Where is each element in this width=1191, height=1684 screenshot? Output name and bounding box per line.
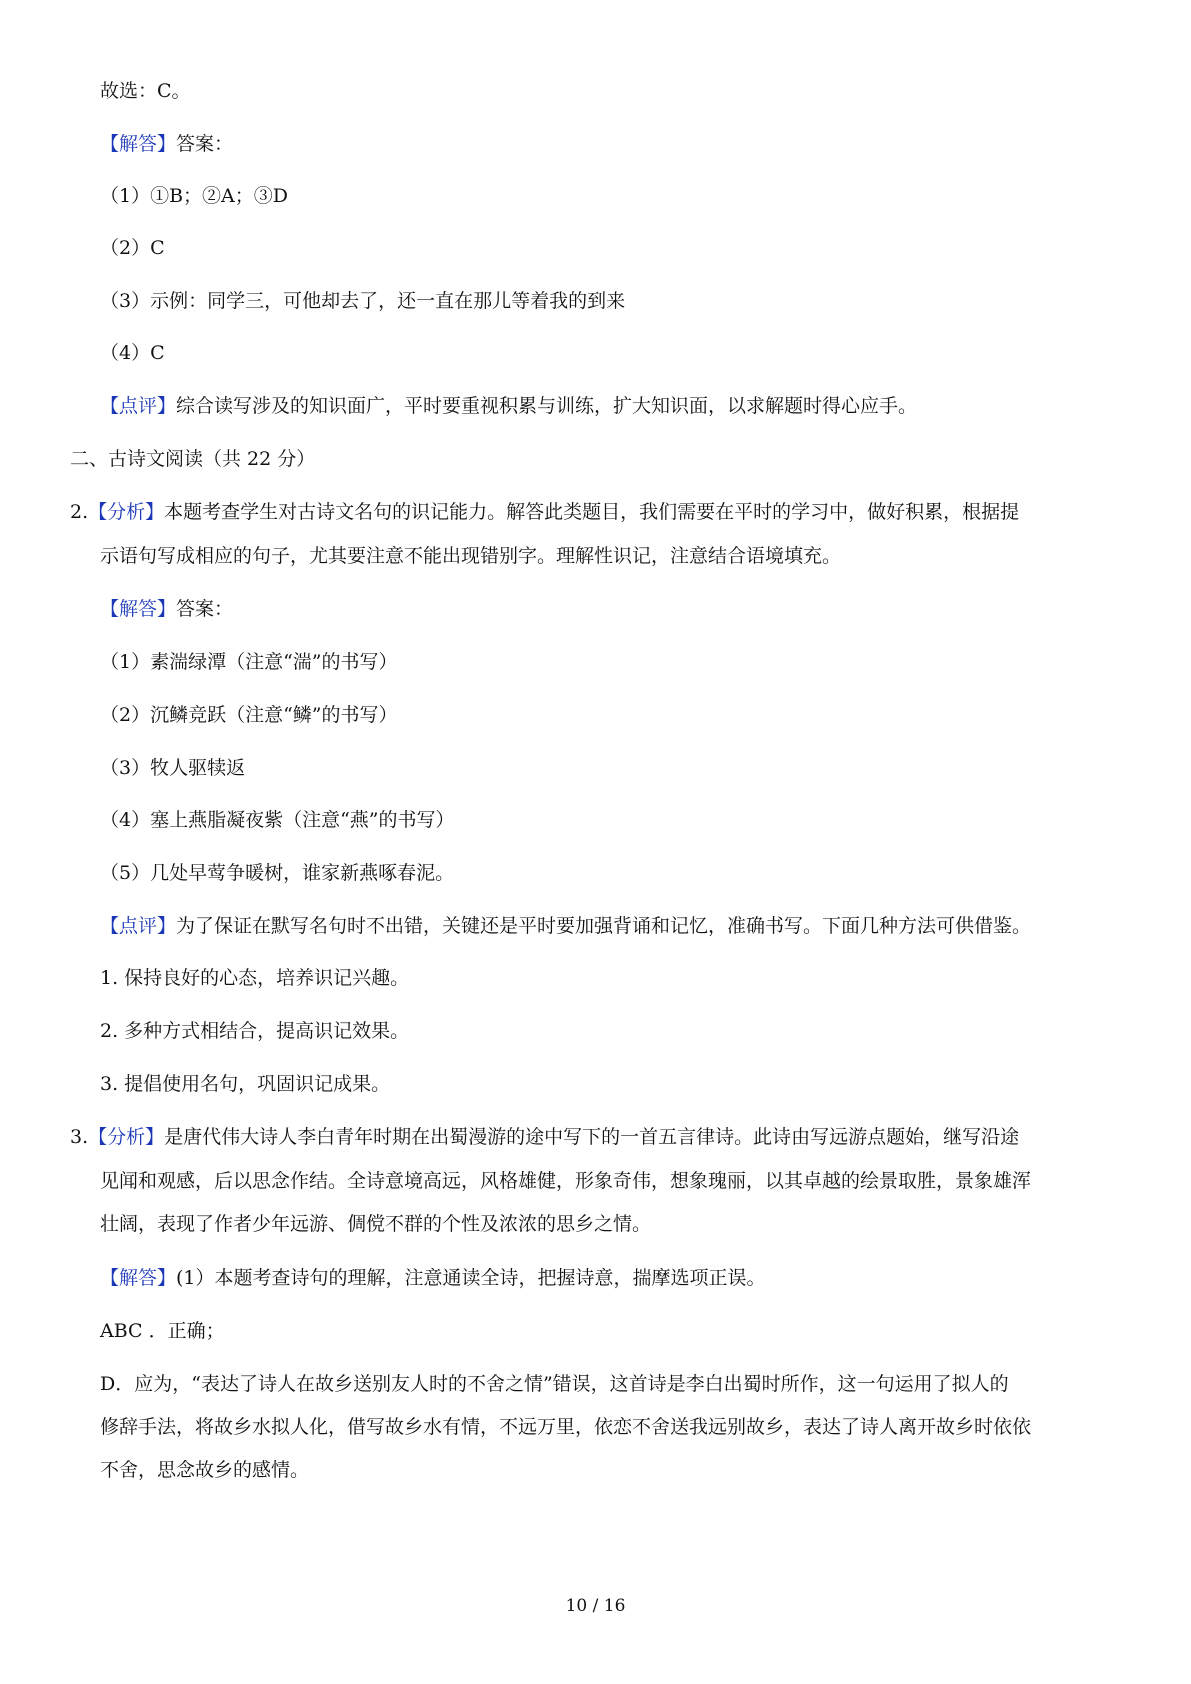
text: 为了保证在默写名句时不出错，关键还是平时要加强背诵和记忆，准确书写。下面几种方法可供借鉴。 <box>176 915 1032 937</box>
text-line <box>100 1413 1031 1441</box>
text: 1. 保持良好的心态，培养识记兴趣。 <box>100 967 410 989</box>
text: （2）沉鳞竞跃（注意“鳞”的书写） <box>100 704 398 726</box>
text-line <box>100 1370 1009 1398</box>
text: 壮阔，表现了作者少年远游、倜傥不群的个性及浓浓的思乡之情。 <box>100 1213 652 1235</box>
text-line <box>100 595 233 623</box>
text-line <box>100 130 233 158</box>
comment-tag: 【点评】 <box>100 915 177 937</box>
text: （4）塞上燕脂凝夜紫（注意“燕”的书写） <box>100 809 455 831</box>
text-line <box>100 1264 766 1292</box>
text-line <box>100 964 409 992</box>
text-line <box>100 542 841 570</box>
analysis-tag: 【分析】 <box>88 1126 165 1148</box>
text: （1）素湍绿潭（注意“湍”的书写） <box>100 651 398 673</box>
question-number: 2. <box>70 501 89 523</box>
text: ABC ．正确； <box>100 1320 225 1342</box>
text: 综合读写涉及的知识面广，平时要重视积累与训练，扩大知识面，以求解题时得心应手。 <box>176 395 918 417</box>
comment-tag: 【点评】 <box>100 395 177 417</box>
text-line <box>100 77 191 105</box>
page-number: 10 / 16 <box>565 1596 626 1616</box>
answer-tag: 【解答】 <box>100 133 177 155</box>
text-line <box>100 859 454 887</box>
text-line <box>100 1210 651 1238</box>
answer-tag: 【解答】 <box>100 1267 177 1289</box>
section-heading <box>70 445 315 473</box>
text: D．应为，“表达了诗人在故乡送别友人时的不舍之情”错误，这首诗是李白出蜀时所作，这一句运用了拟人的 <box>100 1373 1009 1395</box>
text: 2. 多种方式相结合，提高识记效果。 <box>100 1020 410 1042</box>
text: 答案： <box>176 133 234 155</box>
text: 3. 提倡使用名句，巩固识记成果。 <box>100 1073 391 1095</box>
text-line <box>100 701 398 729</box>
answer-tag: 【解答】 <box>100 598 177 620</box>
text-line <box>70 1123 1019 1151</box>
text: （5）几处早莺争暖树，谁家新燕啄春泥。 <box>100 862 455 884</box>
text: 不舍，思念故乡的感情。 <box>100 1459 310 1481</box>
text-line <box>100 806 455 834</box>
text-line <box>100 392 917 420</box>
text: （3）牧人驱犊返 <box>100 757 246 779</box>
analysis-tag: 【分析】 <box>88 501 165 523</box>
text: 答案： <box>176 598 234 620</box>
text-line <box>100 1167 1031 1195</box>
text: （1）①B；②A；③D <box>100 185 289 207</box>
text-line <box>100 1017 409 1045</box>
text: 修辞手法，将故乡水拟人化，借写故乡水有情，不远万里，依恋不舍送我远别故乡，表达了诗人离开故乡时依依 <box>100 1416 1032 1438</box>
text-line <box>100 1456 309 1484</box>
text: （3）示例：同学三，可他却去了，还一直在那儿等着我的到来 <box>100 290 626 312</box>
text-line <box>100 287 625 315</box>
text-line <box>100 754 245 782</box>
text: 本题考查学生对古诗文名句的识记能力。解答此类题目，我们需要在平时的学习中，做好积累，根据提 <box>164 501 1020 523</box>
question-number: 3. <box>70 1126 89 1148</box>
text: (1）本题考查诗句的理解，注意通读全诗，把握诗意，揣摩选项正误。 <box>176 1267 766 1289</box>
text: （4）C <box>100 342 165 364</box>
text: 二、古诗文阅读（共 22 分） <box>70 448 316 470</box>
text-line <box>100 1070 390 1098</box>
text: 故选：C。 <box>100 80 191 102</box>
text: 见闻和观感，后以思念作结。全诗意境高远，风格雄健，形象奇伟，想象瑰丽，以其卓越的绘景取胜，景象雄浑 <box>100 1170 1032 1192</box>
text: 是唐代伟大诗人李白青年时期在出蜀漫游的途中写下的一首五言律诗。此诗由写远游点题始，继写沿途 <box>164 1126 1020 1148</box>
text-line <box>70 498 1019 526</box>
text-line <box>100 912 1031 940</box>
text-line <box>100 234 165 262</box>
text: 示语句写成相应的句子，尤其要注意不能出现错别字。理解性识记，注意结合语境填充。 <box>100 545 842 567</box>
text-line <box>100 1317 225 1345</box>
text-line <box>100 339 165 367</box>
text: （2）C <box>100 237 165 259</box>
text-line <box>100 648 398 676</box>
text-line <box>100 182 288 210</box>
